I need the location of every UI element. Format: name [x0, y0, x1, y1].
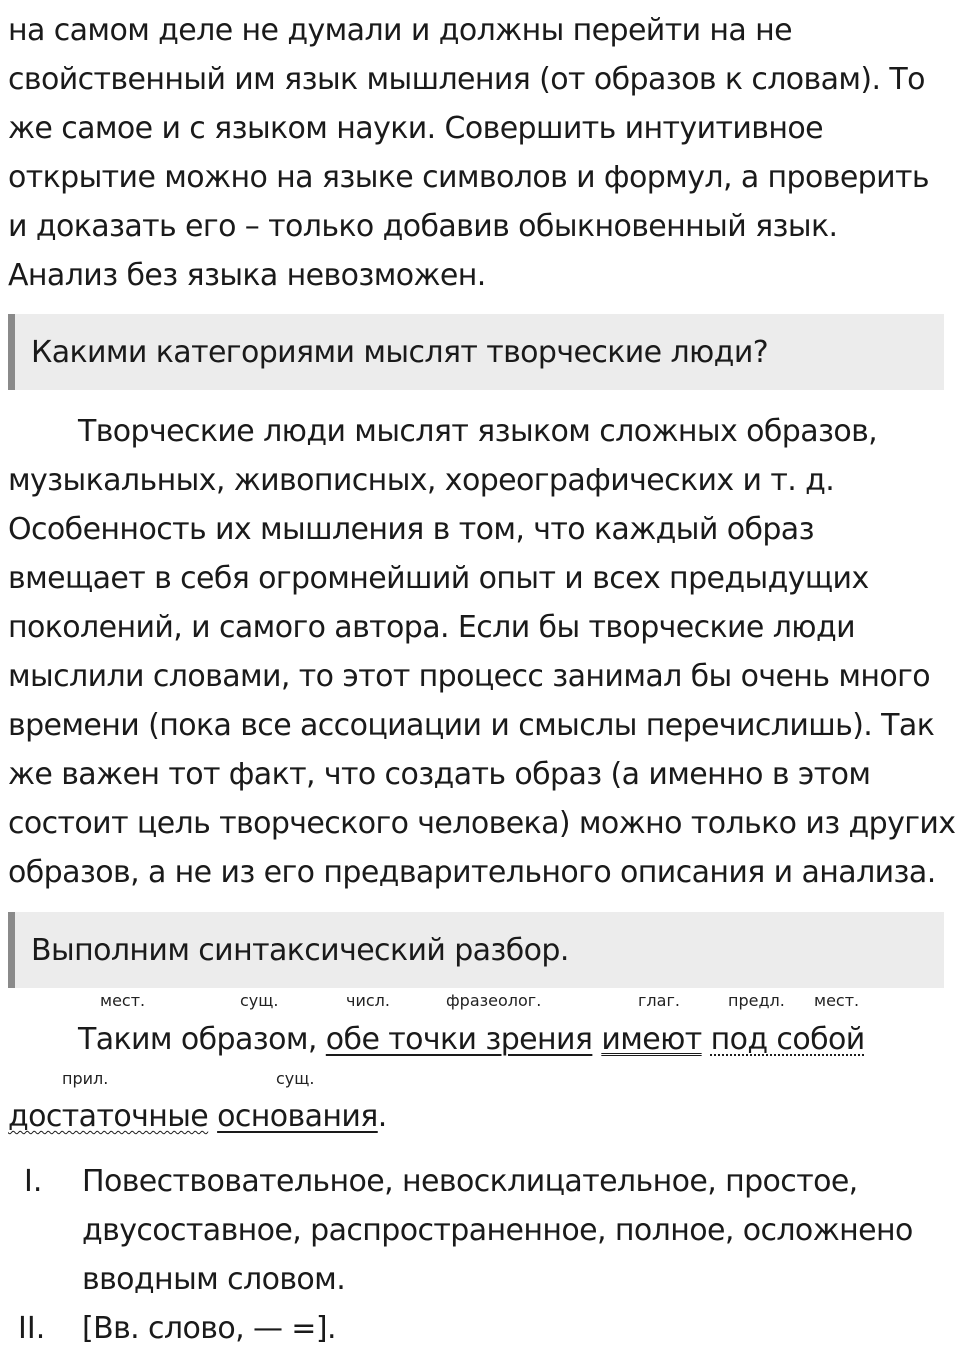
pos-label: предл.: [728, 991, 785, 1010]
introductory-words: Таким образом,: [78, 1022, 317, 1057]
pos-label: сущ.: [240, 991, 279, 1010]
pos-label: сущ.: [276, 1069, 315, 1088]
task-heading-text: Выполним синтаксический разбор.: [31, 933, 569, 968]
list-number: I.: [24, 1164, 43, 1199]
pos-label: мест.: [814, 991, 860, 1010]
intro-line: открытие можно на языке символов и формул, а проверить: [8, 160, 929, 195]
intro-line: и доказать его – только добавив обыкновенный язык.: [8, 209, 838, 244]
answer-line: образов, а не из его предварительного описания и анализа.: [8, 855, 936, 890]
answer-line: состоит цель творческого человека) можно только из других: [8, 806, 956, 841]
subject: обе точки зрения: [325, 1022, 593, 1057]
pos-label: фразеолог.: [446, 991, 542, 1010]
list-item-line: [Вв. слово, — =].: [82, 1311, 336, 1346]
answer-line: Творческие люди мыслят языком сложных образов,: [78, 414, 878, 449]
list-item-line: вводным словом.: [82, 1262, 346, 1297]
intro-line: Анализ без языка невозможен.: [8, 258, 486, 293]
parse-sentence-line2: [8, 1099, 387, 1134]
list-item-line: двусоставное, распространенное, полное, осложнено: [82, 1213, 913, 1248]
attribute: достаточные: [8, 1099, 209, 1134]
question-heading-text: Какими категориями мыслят творческие люди?: [31, 335, 769, 370]
answer-line: времени (пока все ассоциации и смыслы перечислишь). Так: [8, 708, 935, 743]
pos-label: числ.: [346, 991, 390, 1010]
intro-line: свойственный им язык мышления (от образов к словам). То: [8, 62, 925, 97]
pos-label: глаг.: [638, 991, 680, 1010]
intro-line: на самом деле не думали и должны перейти на не: [8, 13, 793, 48]
answer-line: мыслили словами, то этот процесс занимал бы очень много: [8, 659, 931, 694]
task-heading: [8, 912, 944, 988]
direct-object: основания: [217, 1099, 378, 1134]
intro-line: же самое и с языком науки. Совершить интуитивное: [8, 111, 823, 146]
parse-sentence-line1: [78, 1022, 865, 1057]
answer-line: музыкальных, живописных, хореографических и т. д.: [8, 463, 835, 498]
answer-line: вмещает в себя огромнейший опыт и всех предыдущих: [8, 561, 869, 596]
pos-label: мест.: [100, 991, 146, 1010]
list-item-line: Повествовательное, невосклицательное, простое,: [82, 1164, 858, 1199]
predicate: имеют: [601, 1022, 702, 1057]
question-heading: [8, 314, 944, 390]
list-number: II.: [18, 1311, 46, 1346]
answer-line: поколений, и самого автора. Если бы творческие люди: [8, 610, 855, 645]
pos-label: прил.: [62, 1069, 109, 1088]
answer-line: Особенность их мышления в том, что каждый образ: [8, 512, 814, 547]
answer-line: же важен тот факт, что создать образ (а именно в этом: [8, 757, 871, 792]
sentence-period: .: [377, 1099, 387, 1134]
adverbial-modifier: под собой: [710, 1022, 865, 1057]
